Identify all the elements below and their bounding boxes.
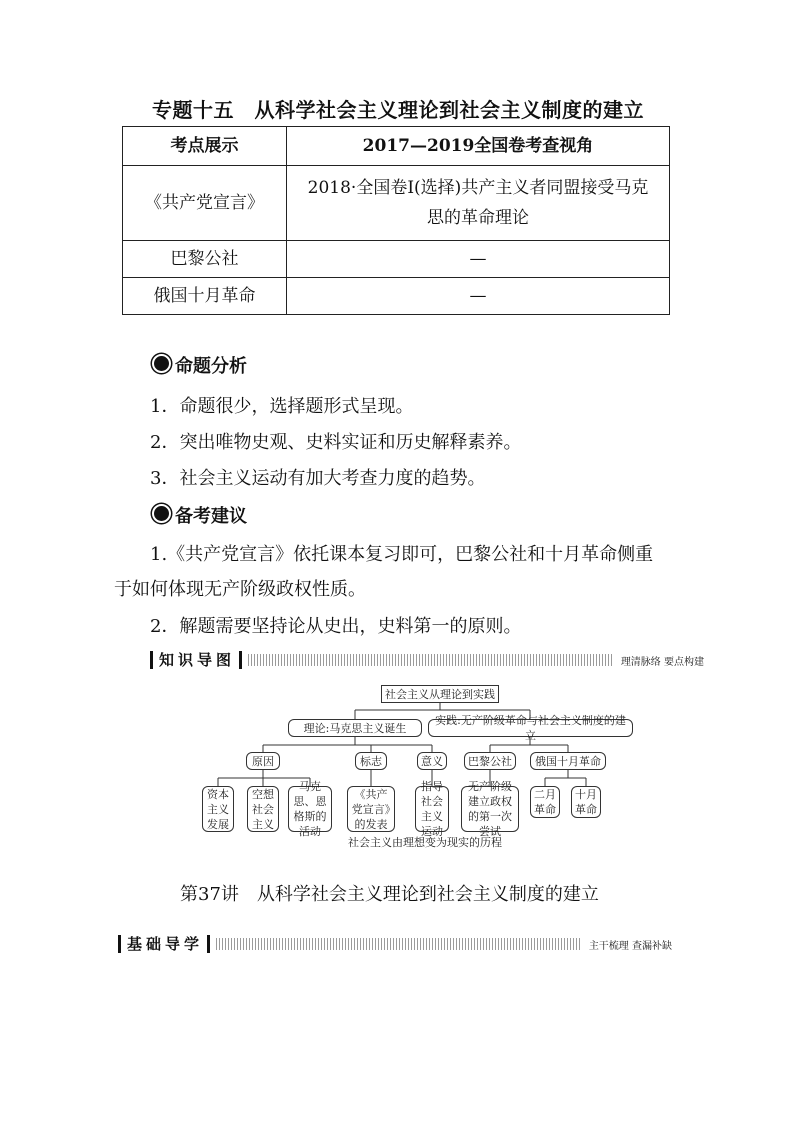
mindmap-october: 俄国十月革命 (530, 752, 606, 770)
mindmap-practice: 实践:无产阶级革命与社会主义制度的建立 (428, 719, 633, 737)
analysis-item: 1．命题很少，选择题形式呈现。 (150, 396, 414, 417)
mindmap-sign: 标志 (355, 752, 387, 770)
mindmap-leaf: 资本主义发展 (202, 786, 234, 832)
mindmap-leaf: 马克思、恩格斯的活动 (288, 786, 332, 832)
page-title: 专题十五 从科学社会主义理论到社会主义制度的建立 (152, 98, 644, 122)
analysis-item: 2．突出唯物史观、史料实证和历史解释素养。 (150, 432, 522, 453)
row-topic: 《共产党宣言》 (123, 166, 287, 241)
analysis-heading: 命题分析 (175, 356, 247, 377)
mindmap-commune: 巴黎公社 (464, 752, 516, 770)
advice-heading: 备考建议 (175, 506, 247, 527)
row-topic: 巴黎公社 (123, 241, 287, 278)
row-topic: 俄国十月革命 (123, 278, 287, 315)
mindmap-leaf: 《共产党宣言》的发表 (347, 786, 395, 832)
header-view: 2017—2019全国卷考查视角 (287, 127, 670, 166)
basic-study-band (118, 934, 672, 954)
row-view: — (287, 278, 670, 315)
mindmap-caption: 社会主义由理想变为现实的历程 (348, 836, 502, 849)
advice-item-line: 1.《共产党宣言》依托课本复习即可，巴黎公社和十月革命侧重 (150, 544, 654, 565)
mindmap-theory: 理论:马克思主义诞生 (288, 719, 422, 737)
analysis-item: 3．社会主义运动有加大考查力度的趋势。 (150, 468, 486, 489)
mindmap-leaf: 无产阶级建立政权的第一次尝试 (461, 786, 519, 832)
band-hatch (216, 938, 581, 950)
lecture-title: 第37讲 从科学社会主义理论到社会主义制度的建立 (180, 884, 599, 905)
mindmap-leaf: 十月革命 (571, 786, 601, 818)
mindmap-meaning: 意义 (417, 752, 447, 770)
band-subtitle: 主干梳理 查漏补缺 (581, 937, 672, 952)
mindmap-leaf: 二月革命 (530, 786, 560, 818)
mindmap-leaf: 指导社会主义运动 (415, 786, 449, 832)
row-view: — (287, 241, 670, 278)
header-topic: 考点展示 (123, 127, 287, 166)
band-tag: 知识导图 (150, 651, 242, 669)
mindmap-root: 社会主义从理论到实践 (381, 685, 499, 703)
row-view: 2018·全国卷Ⅰ(选择)共产主义者同盟接受马克思的革命理论 (287, 166, 670, 241)
advice-item-line: 于如何体现无产阶级政权性质。 (114, 579, 366, 600)
mindmap-cause: 原因 (246, 752, 280, 770)
band-tag: 基础导学 (118, 935, 210, 953)
advice-item: 2．解题需要坚持论从史出，史料第一的原则。 (150, 616, 522, 637)
band-subtitle: 理清脉络 要点构建 (613, 653, 704, 668)
mindmap-leaf: 空想社会主义 (247, 786, 279, 832)
